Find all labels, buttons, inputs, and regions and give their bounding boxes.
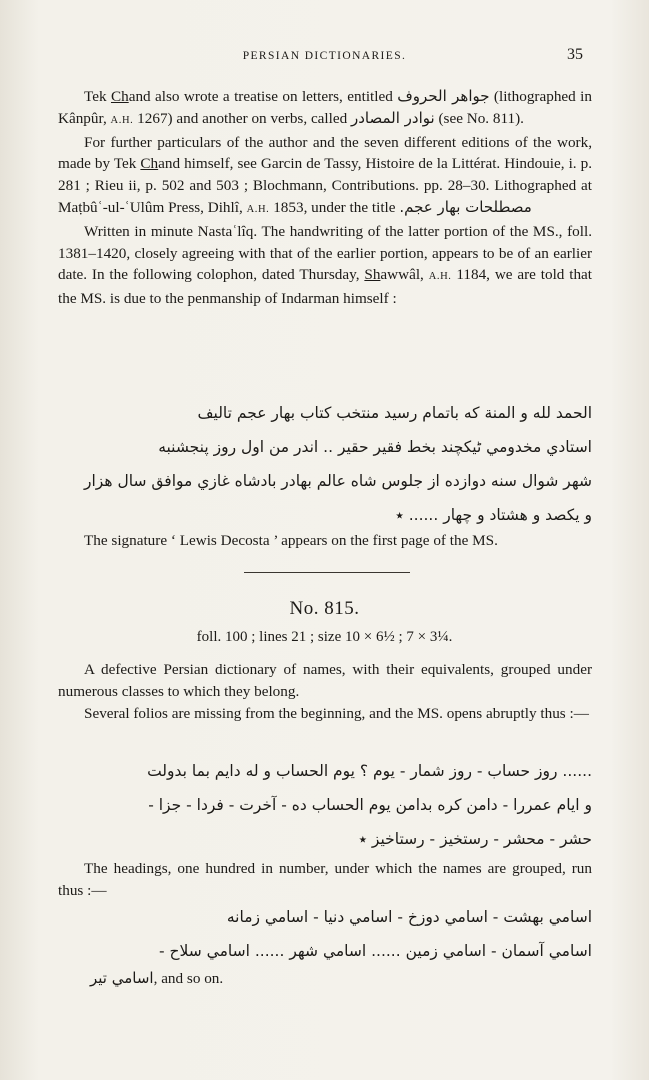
headings-intro: The headings, one hundred in number, under which the names are grouped, run thus :—: [58, 860, 592, 899]
heading-tir: اسامي تير: [90, 969, 154, 987]
heading-line: اسامي آسمان - اسامي زمين ...... اسامي شهر ...... اسامي سلاح -: [158, 942, 592, 960]
persian-title-jawahir: جواهر الحروف: [397, 87, 490, 105]
entry-specs: foll. 100 ; lines 21 ; size 10 × 6½ ; 7 × 3¼.: [196, 629, 453, 645]
opening-line: ...... روز حساب - روز شمار - يوم ؟ يوم الحساب و له دايم بما بدولت: [147, 762, 592, 780]
colophon-line: و يكصد و هشتاد و چهار ...... ٭: [395, 506, 592, 524]
signature-note: The signature ‘ Lewis Decosta ’ appears on the first page of the MS.: [84, 532, 498, 549]
paragraph-description: A defective Persian dictionary of names, with their equivalents, grouped under numerous classes to which they belong.: [58, 661, 592, 700]
persian-title-nawadir: نوادر المصادر: [351, 108, 435, 127]
running-title: PERSIAN DICTIONARIES.: [242, 50, 407, 62]
paragraph-further-particulars: For further particulars of the author and the seven different editions of the work, made by Tek Chand himself, see Garcin de Tassy, Histoire de la Littérat. Hindouie, i. p. 281 ; Rieu ii, p. 502 and 503 ; Blochmann, Contributions. pp. 28–30. Lithographed at Maṭbûʿ-ul-ʿUlûm Press, Dihlî, A.H. 1853, under the title مصطلحات بهار عجم.: [58, 133, 592, 216]
opening-line: حشر - محشر - رستخيز - رستاخيز ٭: [358, 830, 592, 848]
paragraph-missing-folios: Several folios are missing from the beginning, and the MS. opens abruptly thus :—: [84, 704, 589, 722]
entry-815-description: [58, 659, 592, 724]
headings-persian: [58, 900, 592, 968]
colophon-line: استادي مخدومي ٹیکچند بخط فقير حقير .. اندر من اول روز پنجشنبه: [158, 438, 592, 456]
headings-last-line: اسامي تير, and so on.: [90, 969, 224, 987]
paragraph-handwriting: Written in minute Nastaʿlîq. The handwriting of the latter portion of the MS., foll. 1381–1420, closely agreeing with that of the earlier portion, appears to be of an earlier date. In the following colophon, dated Thursday, Shawwâl, A.H. 1184, we are told that the MS. is due to the penmanship of Indarman himself :: [58, 222, 593, 308]
opening-line: و ايام عمررا - دامن كره بدامن يوم الحساب ده - آخرت - فردا - جزا -: [148, 796, 592, 814]
entry-814-continuation: [58, 86, 592, 310]
opening-lines-persian: [58, 754, 592, 856]
section-divider: [244, 572, 410, 573]
heading-line: اسامي بهشت - اسامي دوزخ - اسامي دنيا - اسامي زمانه: [226, 908, 592, 926]
colophon-line: الحمد لله و المنة كه باتمام رسيد منتخب كتاب بهار عجم تاليف: [197, 404, 592, 422]
paragraph-tek-chand-treatise: Tek Chand also wrote a treatise on letters, entitled جواهر الحروف (lithographed in Kânpûr, A.H. 1267) and another on verbs, called نوادر المصادر (see No. 811).: [58, 87, 592, 127]
persian-title-mustalahat: مصطلحات بهار عجم.: [399, 197, 532, 216]
page-number: 35: [567, 46, 583, 63]
entry-number: No. 815.: [289, 598, 360, 619]
colophon-persian: [58, 396, 592, 532]
colophon-line: شهر شوال سنه دوازده از جلوس شاه عالم بهادر بادشاه غازي موافق سال هزار: [84, 472, 592, 490]
